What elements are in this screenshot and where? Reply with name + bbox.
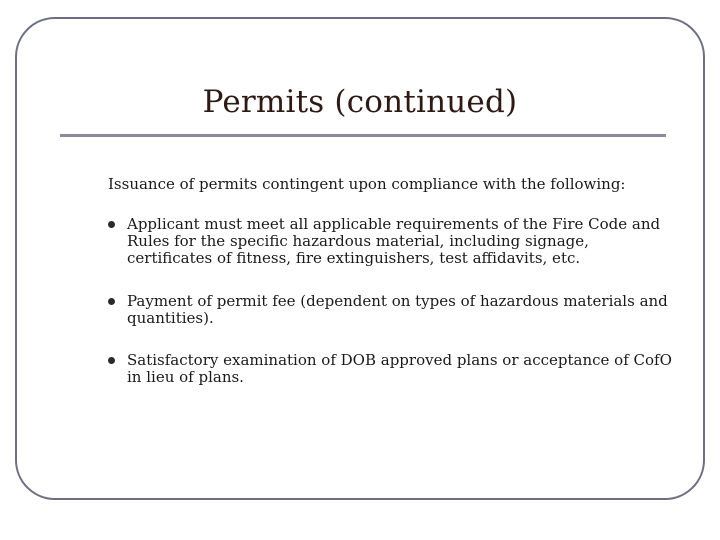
title-underline (60, 134, 666, 137)
bullet-dot-icon (108, 221, 115, 228)
bullet-item-fee: Payment of permit fee (dependent on types of hazardous materials and quantities). (127, 292, 668, 327)
bullet-item-requirements: Applicant must meet all applicable requirements of the Fire Code and Rules for the specific hazardous material, including signage, certificates of fitness, fire extinguishers, test affidavits, etc. (127, 215, 661, 267)
bullet-dot-icon (108, 298, 115, 305)
bullet-dot-icon (108, 357, 115, 364)
slide-title: Permits (continued) (202, 84, 518, 120)
intro-text: Issuance of permits contingent upon compliance with the following: (108, 175, 626, 193)
bullet-item-plans: Satisfactory examination of DOB approved plans or acceptance of CofO in lieu of plans. (127, 351, 672, 386)
